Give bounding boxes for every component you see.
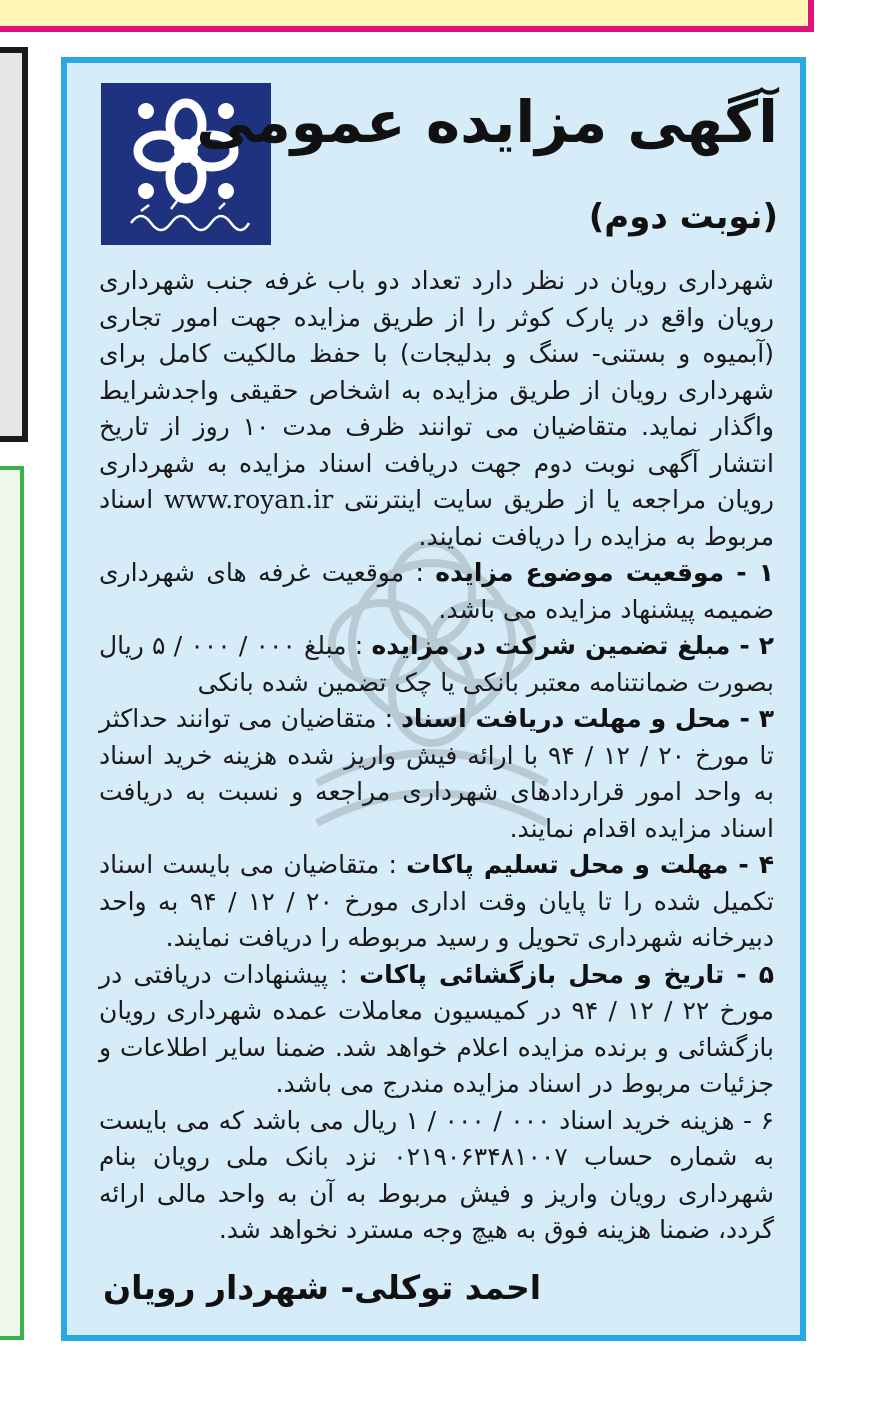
clause-heading: ۱ - موقعیت موضوع مزایده (435, 558, 774, 587)
clause-1 (99, 555, 774, 628)
clause-heading: ۵ - تاریخ و محل بازگشائی پاکات (359, 959, 775, 989)
signature: احمد توکلی- شهردار رویان (103, 1268, 542, 1307)
ad-title: آگهی مزایده عمومی (196, 88, 778, 156)
clause-2 (99, 628, 774, 701)
clause-text: : مبلغ ۰۰۰ / ۰۰۰ / ۵ ریال بصورت ضمانتنامه معتبر بانکی یا چک تضمین شده بانکی (99, 631, 774, 697)
clause-6: ۶ - هزینه خرید اسناد ۰۰۰ / ۰۰۰ / ۱ ریال می باشد که می بایست به شماره حساب ۰۲۱۹۰۶۳۴۸۱۰۰۷ نزد بانک ملی رویان بنام شهرداری رویان واریز و فیش مربوط به آن به واحد مالی ارائه گردد، ضمنا هزینه فوق به هیچ وجه مسترد نخواهد شد. (99, 1105, 774, 1244)
clause-text: : پیشنهادات دریافتی در مورخ ۲۲ / ۱۲ / ۹۴ در کمیسیون معاملات عمده شهرداری رویان بازگشائی و برنده مزایده اعلام خواهد شد. ضمنا سایر اطلاعات و جزئیات مربوط در اسناد مزایده مندرج می باشد. (99, 959, 774, 1098)
clause-4 (99, 847, 774, 957)
auction-ad (61, 57, 806, 1341)
clause-text: : موقعیت غرفه های شهرداری ضمیمه پیشنهاد مزایده می باشد. (99, 558, 774, 624)
intro-text: شهرداری رویان در نظر دارد تعداد دو باب غرفه جنب شهرداری رویان واقع در پارک کوثر را از طریق مزایده جهت امور تجاری (آبمیوه و بستنی- سنگ و بدلیجات) با حفظ مالکیت کامل برای شهرداری رویان از طریق مزایده به اشخاص حقیقی واجدشرایط واگذار نماید. متقاضیان می توانند ظرف مدت ۱۰ روز از تاریخ انتشار آگهی نوبت دوم جهت دریافت اسناد مزایده به شهرداری رویان مراجعه یا از طریق سایت اینترنتی (99, 266, 774, 514)
neighbor-ad-top (0, 0, 814, 32)
intro-end-text: اسناد مربوط به مزایده را دریافت نمایند. (99, 485, 774, 551)
clause-heading: ۳ - محل و مهلت دریافت اسناد (401, 704, 775, 733)
ad-body (99, 263, 774, 1249)
website-link[interactable]: www.royan.ir (163, 485, 334, 514)
ad-subtitle: (نوبت دوم) (588, 197, 778, 237)
clause-5 (99, 957, 774, 1103)
clause-3 (99, 701, 774, 847)
clause-heading: ۴ - مهلت و محل تسلیم پاکات (406, 850, 774, 879)
intro-paragraph (99, 263, 774, 555)
clause-text: : متقاضیان می توانند حداکثر تا مورخ ۲۰ / ۱۲ / ۹۴ با ارائه فیش واریز شده هزینه خرید اسناد به واحد امور قراردادهای شهرداری مراجعه و نسبت به دریافت اسناد مزایده اقدام نمایند. (99, 704, 774, 843)
neighbor-ad-left-bottom (0, 466, 24, 1340)
clause-heading: ۲ - مبلغ تضمین شرکت در مزایده (371, 631, 774, 660)
clause-text: : متقاضیان می بایست اسناد تکمیل شده را تا پایان وقت اداری مورخ ۲۰ / ۱۲ / ۹۴ به واحد دبیرخانه شهرداری تحویل و رسید مربوطه را دریافت نمایند. (99, 850, 774, 952)
neighbor-ad-left-top (0, 47, 28, 442)
